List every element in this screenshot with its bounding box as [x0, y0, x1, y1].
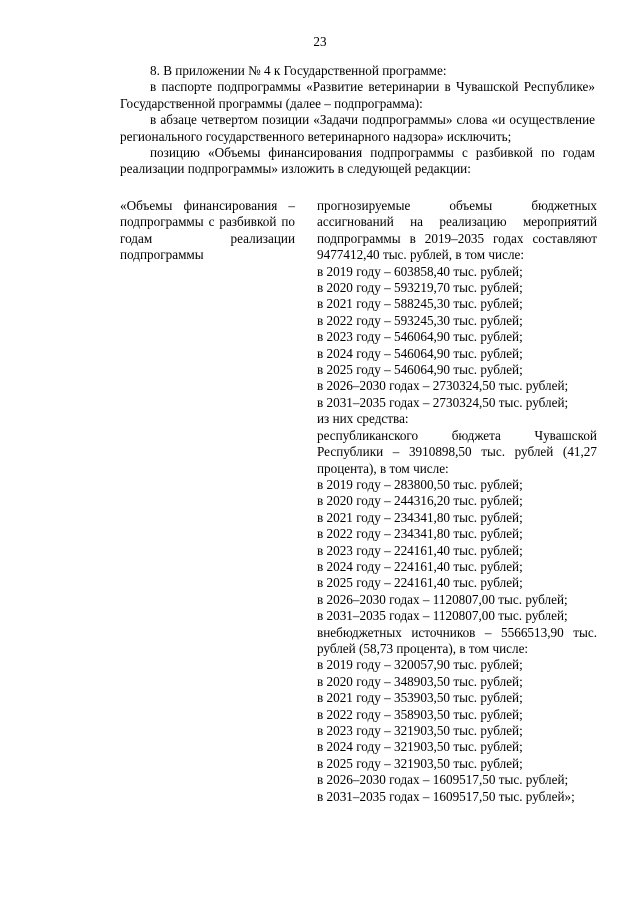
year-line: в 2023 году – 546064,90 тыс. рублей; — [317, 329, 523, 345]
year-line: в 2031–2035 годах – 2730324,50 тыс. рублей; — [317, 394, 569, 410]
year-line: в 2019 году – 283800,50 тыс. рублей; — [317, 476, 523, 492]
year-line: в 2022 году – 593245,30 тыс. рублей; — [317, 312, 523, 328]
year-line: в 2020 году – 244316,20 тыс. рублей; — [317, 493, 523, 509]
year-line: в 2024 году – 321903,50 тыс. рублей; — [317, 739, 523, 755]
intro-paragraph-1: 8. В приложении № 4 к Государственной программе: — [150, 63, 447, 78]
year-line: в 2025 году – 224161,40 тыс. рублей; — [317, 575, 523, 591]
intro-paragraph-3: в абзаце четвертом позиции «Задачи подпрограммы» слова «и осуществление регионального государственного ветеринарного надзора» исключить; — [120, 112, 595, 144]
year-line: в 2021 году – 353903,50 тыс. рублей; — [317, 690, 523, 706]
year-line: в 2031–2035 годах – 1609517,50 тыс. рублей»; — [317, 788, 575, 804]
funding-details — [317, 198, 597, 805]
year-line: в 2026–2030 годах – 2730324,50 тыс. рублей; — [317, 378, 569, 394]
year-line: в 2022 году – 358903,50 тыс. рублей; — [317, 706, 523, 722]
intro-paragraph-4: позицию «Объемы финансирования подпрограммы с разбивкой по годам реализации подпрограммы» изложить в следующей редакции: — [120, 145, 595, 177]
year-line: в 2020 году – 593219,70 тыс. рублей; — [317, 280, 523, 296]
year-line: в 2024 году – 546064,90 тыс. рублей; — [317, 345, 523, 361]
year-line: в 2021 году – 588245,30 тыс. рублей; — [317, 296, 523, 312]
extrabudget-text: внебюджетных источников – 5566513,90 тыс. рублей (58,73 процента), в том числе: — [317, 624, 597, 656]
of-which-label: из них средства: — [317, 411, 409, 427]
year-line: в 2020 году – 348903,50 тыс. рублей; — [317, 673, 523, 689]
funding-total-text: прогнозируемые объемы бюджетных ассигнований на реализацию мероприятий подпрограммы в 2019–2035 годах составляют 9477412,40 тыс. рублей, в том числе: — [317, 198, 597, 263]
year-line: в 2024 году – 224161,40 тыс. рублей; — [317, 558, 523, 574]
total-years-list — [317, 264, 597, 412]
year-line: в 2025 году – 321903,50 тыс. рублей; — [317, 755, 523, 771]
republic-years-list — [317, 477, 597, 625]
year-line: в 2023 году – 321903,50 тыс. рублей; — [317, 723, 523, 738]
year-line: в 2031–2035 годах – 1120807,00 тыс. рублей; — [317, 608, 568, 624]
republic-budget-text: республиканского бюджета Чувашской Республики – 3910898,50 тыс. рублей (41,27 процента), в том числе: — [317, 427, 597, 476]
year-line: в 2022 году – 234341,80 тыс. рублей; — [317, 526, 523, 542]
intro-paragraph-2: в паспорте подпрограммы «Развитие ветеринарии в Чувашской Республике» Государственной программы (далее – подпрограмма): — [120, 79, 595, 111]
year-line: в 2025 году – 546064,90 тыс. рублей; — [317, 362, 523, 378]
year-line: в 2023 году – 224161,40 тыс. рублей; — [317, 542, 523, 558]
year-line: в 2026–2030 годах – 1609517,50 тыс. рублей; — [317, 772, 569, 788]
year-line: в 2026–2030 годах – 1120807,00 тыс. рублей; — [317, 591, 568, 607]
year-line: в 2019 году – 603858,40 тыс. рублей; — [317, 263, 523, 279]
extrabudget-years-list — [317, 657, 597, 805]
year-line: в 2021 году – 234341,80 тыс. рублей; — [317, 509, 523, 525]
funding-position-label: «Объемы финансирования – подпрограммы с разбивкой по годам реализации подпрограммы — [120, 198, 295, 263]
page-number: 23 — [313, 34, 327, 49]
intro-text — [120, 63, 595, 178]
year-line: в 2019 году – 320057,90 тыс. рублей; — [317, 657, 523, 673]
